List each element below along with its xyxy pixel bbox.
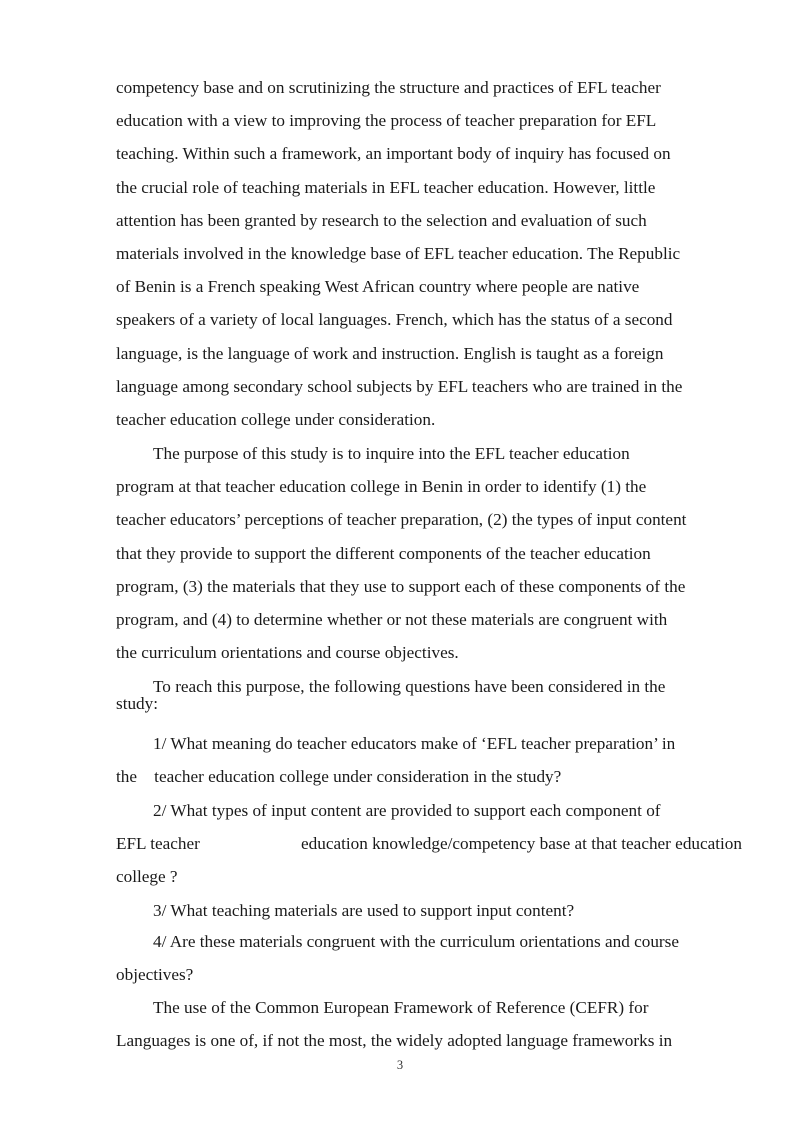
research-question-4 <box>116 925 742 991</box>
text-line: competency base and on scrutinizing the structure and practices of EFL teacher <box>116 78 661 97</box>
text-line: language among secondary school subjects by EFL teachers who are trained in the <box>116 376 683 396</box>
text-line: that they provide to support the different components of the teacher education <box>116 543 651 563</box>
text-line: study: <box>116 694 159 713</box>
text-line: 1/ What meaning do teacher educators make of ‘EFL teacher preparation’ in <box>153 734 676 753</box>
text-line: the crucial role of teaching materials in EFL teacher education. However, little <box>116 177 656 197</box>
research-question-2 <box>116 794 742 894</box>
text-line: The purpose of this study is to inquire into the EFL teacher education <box>153 444 630 463</box>
text-fragment: EFL teacher <box>116 834 200 854</box>
text-line: language, is the language of work and instruction. English is taught as a foreign <box>116 343 664 363</box>
page-number: 3 <box>396 1058 404 1072</box>
text-line: teacher education college under consideration. <box>116 410 436 430</box>
text-line: teaching. Within such a framework, an important body of inquiry has focused on <box>116 144 671 164</box>
text-line: To reach this purpose, the following questions have been considered in the <box>153 677 666 696</box>
text-line: The use of the Common European Framework of Reference (CEFR) for <box>153 998 649 1017</box>
text-fragment: education knowledge/competency base at that teacher education <box>301 834 742 854</box>
text-line: materials involved in the knowledge base of EFL teacher education. The Republic <box>116 244 681 264</box>
text-line: program, (3) the materials that they use to support each of these components of the <box>116 576 686 596</box>
text-line: of Benin is a French speaking West African country where people are native <box>116 277 640 297</box>
text-line: education with a view to improving the process of teacher preparation for EFL <box>116 111 657 131</box>
text-line: college ? <box>116 867 178 887</box>
paragraph-purpose <box>116 437 742 669</box>
text-line: the curriculum orientations and course objectives. <box>116 643 459 663</box>
text-line: teacher educators’ perceptions of teacher preparation, (2) the types of input content <box>116 510 687 530</box>
paragraph-context <box>116 71 742 436</box>
text-line-split <box>116 827 742 860</box>
text-line: program at that teacher education college in Benin in order to identify (1) the <box>116 477 647 497</box>
text-line: program, and (4) to determine whether or not these materials are congruent with <box>116 610 668 630</box>
research-question-3 <box>116 894 742 927</box>
text-line: speakers of a variety of local languages. French, which has the status of a second <box>116 310 673 330</box>
paragraph-cefr <box>116 991 742 1057</box>
paragraph-questions-intro <box>116 678 742 712</box>
text-line: Languages is one of, if not the most, the widely adopted language frameworks in <box>116 1031 673 1051</box>
text-line: 2/ What types of input content are provided to support each component of <box>153 801 661 820</box>
text-line: the teacher education college under consideration in the study? <box>116 767 562 787</box>
text-line: 4/ Are these materials congruent with the curriculum orientations and course <box>153 932 679 951</box>
text-line: objectives? <box>116 965 194 985</box>
text-line: attention has been granted by research to the selection and evaluation of such <box>116 210 647 230</box>
text-line: 3/ What teaching materials are used to support input content? <box>153 901 575 920</box>
research-question-1 <box>116 727 742 793</box>
